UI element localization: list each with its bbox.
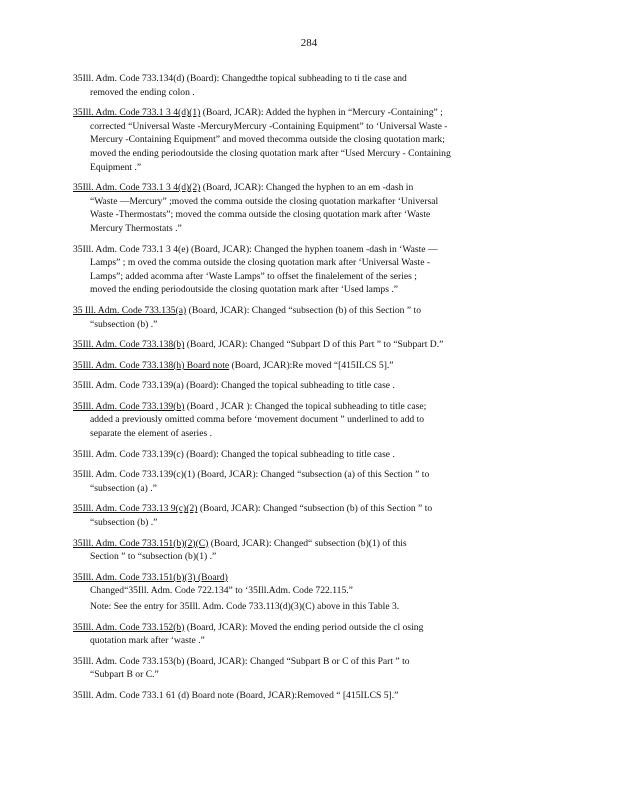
amendment-entry — [73, 181, 543, 235]
entry-text: (Board, JCAR): Changed “subsection (b) of this Section ” to — [197, 503, 433, 515]
entry-text: (Board, JCAR):Re moved “[415ILCS 5].” — [229, 359, 394, 371]
entry-first-line — [73, 400, 543, 414]
entry-continuation — [73, 195, 543, 236]
entry-line: “subsection (b) .” — [90, 318, 158, 330]
entry-continuation — [73, 668, 543, 682]
amendment-entry — [73, 689, 543, 703]
code-citation: 35Ill. Adm. Code 733.134(d) (Board): — [73, 73, 220, 84]
amendment-entry — [73, 338, 543, 352]
entry-line: Lamps”; added acomma after ‘Waste Lamps” to offset the finalelement of the series ; — [90, 270, 417, 282]
entry-line: moved the ending periodoutside the closing quotation mark after ‘Used lamps .” — [90, 284, 398, 296]
entry-note: Note: See the entry for 35Ill. Adm. Code 733.113(d)(3)(C) above in this Table 3. — [90, 601, 400, 612]
code-citation: 35Ill. Adm. Code 733.1 3 4(e) — [73, 243, 189, 255]
code-citation: 35Ill. Adm. Code 733.139(b) — [73, 400, 185, 412]
amendment-entry — [73, 72, 543, 99]
amendment-entry — [73, 502, 543, 529]
entry-line: Waste -Thermostats”; moved the comma outside the closing quotation mark after ‘Waste — [90, 209, 431, 221]
entry-line: separate the element of aseries . — [90, 428, 212, 440]
amendment-entry — [73, 106, 543, 174]
entry-line: Lamps” ; m oved the comma outside the closing quotation mark after ‘Universal Waste - — [90, 257, 431, 269]
entry-first-line — [73, 468, 543, 482]
entry-line: Mercury -Containing Equipment” and moved thecomma outside the closing quotation mark; — [90, 134, 445, 146]
code-citation: 35Ill. Adm. Code 733.139(c) (Board): — [73, 448, 219, 460]
code-citation: 35Ill. Adm. Code 733.151(b)(2)(C) — [73, 537, 209, 549]
entry-text: Changed the topical subheading to title case . — [218, 448, 395, 460]
entry-continuation — [73, 516, 543, 530]
amendment-entry — [73, 571, 543, 614]
entry-continuation — [73, 120, 543, 174]
amendment-entry — [73, 468, 543, 495]
entry-line: “subsection (a) .” — [90, 482, 157, 494]
code-citation: 35Ill. Adm. Code 733.139(c)(1) (Board, JCAR): — [73, 469, 259, 481]
entry-first-line — [73, 359, 543, 373]
entry-line: quotation mark after ‘waste .” — [90, 635, 205, 647]
entry-line: Changed“35Ill. Adm. Code 722.134” to ‘35Ill.Adm. Code 722.115.” — [90, 585, 353, 597]
code-citation: 35Ill. Adm. Code 733.152(b) — [73, 621, 185, 633]
code-citation: 35Ill. Adm. Code 733.138(b) — [73, 339, 185, 351]
entry-first-line — [73, 304, 543, 318]
entry-text: (Board, JCAR): Changed the hyphen toanem -dash in ‘Waste — — [188, 243, 438, 255]
entry-continuation — [73, 256, 543, 297]
entry-line: moved the ending periodoutside the closing quotation mark after “Used Mercury - Containing — [90, 147, 451, 159]
entry-first-line — [73, 338, 543, 352]
entry-text: (Board, JCAR): Added the hyphen in “Mercury -Containing” ; — [200, 107, 443, 119]
entry-first-line — [73, 106, 543, 120]
entry-text: (Board, JCAR): Changed the hyphen to an em -dash in — [200, 182, 414, 194]
entry-continuation — [73, 318, 543, 332]
entry-line: removed the ending colon . — [90, 86, 195, 98]
entry-first-line — [73, 502, 543, 516]
entry-continuation — [73, 86, 543, 100]
entry-line: “Waste —Mercury” ;moved the comma outside the closing quotation markafter ‘Universal — [90, 195, 439, 207]
amendment-entry — [73, 537, 543, 564]
entry-continuation — [73, 584, 543, 598]
code-citation: 35Ill. Adm. Code 733.1 3 4(d)(2) — [73, 182, 201, 194]
entry-continuation — [73, 550, 543, 564]
amendment-entries — [73, 72, 543, 710]
page-number: 284 — [300, 37, 318, 49]
amendment-entry — [73, 359, 543, 373]
entry-continuation — [73, 634, 543, 648]
amendment-entry — [73, 655, 543, 682]
entry-first-line — [73, 448, 543, 462]
amendment-entry — [73, 243, 543, 297]
code-citation: 35 Ill. Adm. Code 733.135(a) — [73, 304, 187, 316]
entry-first-line — [73, 689, 543, 703]
entry-text: Changed “subsection (a) of this Section ” to — [258, 469, 430, 481]
amendment-entry — [73, 400, 543, 441]
entry-continuation — [73, 482, 543, 496]
code-citation: 35Ill. Adm. Code 733.1 3 4(d)(1) — [73, 107, 201, 119]
entry-line: Section ” to “subsection (b)(1) .” — [90, 551, 217, 563]
amendment-entry — [73, 304, 543, 331]
entry-line: Equipment .” — [90, 161, 142, 173]
entry-line: corrected “Universal Waste -MercuryMercury -Containing Equipment” to ‘Universal Waste - — [90, 120, 448, 132]
code-citation: 35Ill. Adm. Code 733.139(a) (Board): — [73, 380, 219, 392]
code-citation: 35Ill. Adm. Code 733.153(b) (Board, JCAR): — [73, 655, 248, 667]
entry-text: (Board, JCAR): Moved the ending period outside the cl osing — [184, 621, 424, 633]
amendment-entry — [73, 379, 543, 393]
entry-first-line — [73, 537, 543, 551]
entry-line: “Subpart B or C.” — [90, 669, 159, 681]
entry-text: Changedthe topical subheading to ti tle case and — [219, 73, 407, 84]
entry-first-line — [73, 571, 543, 585]
code-citation: 35Ill. Adm. Code 733.1 61 (d) Board note (Board, JCAR):Removed — [73, 689, 334, 701]
entry-first-line — [73, 243, 543, 257]
entry-first-line — [73, 655, 543, 669]
entry-text: (Board, JCAR): Changed “Subpart D of this Part ” to “Subpart D.” — [184, 339, 444, 351]
entry-first-line — [73, 379, 543, 393]
entry-first-line — [73, 621, 543, 635]
entry-text: (Board , JCAR ): Changed the topical subheading to title case; — [184, 400, 427, 412]
amendment-entry — [73, 621, 543, 648]
entry-line: Mercury Thermostats .” — [90, 222, 182, 234]
entry-text: Changed “Subpart B or C of this Part ” to — [247, 655, 410, 667]
entry-text: (Board, JCAR): Changed“ subsection (b)(1) of this — [208, 537, 407, 549]
entry-text: “ [415ILCS 5].” — [333, 689, 399, 701]
entry-text: Changed the topical subheading to title case . — [218, 380, 395, 392]
entry-continuation — [73, 413, 543, 440]
amendment-entry — [73, 448, 543, 462]
entry-line: “subsection (b) .” — [90, 517, 158, 529]
entry-first-line — [73, 72, 543, 86]
code-citation: 35Ill. Adm. Code 733.151(b)(3) (Board) — [73, 571, 228, 583]
entry-first-line — [73, 181, 543, 195]
code-citation: 35Ill. Adm. Code 733.138(h) Board note — [73, 359, 230, 371]
entry-text: (Board, JCAR): Changed “subsection (b) of this Section ” to — [186, 304, 421, 316]
entry-line: added a previously omitted comma before ‘movement document ” underlined to add to — [90, 414, 425, 426]
code-citation: 35Ill. Adm. Code 733.13 9(c)(2) — [73, 503, 198, 515]
